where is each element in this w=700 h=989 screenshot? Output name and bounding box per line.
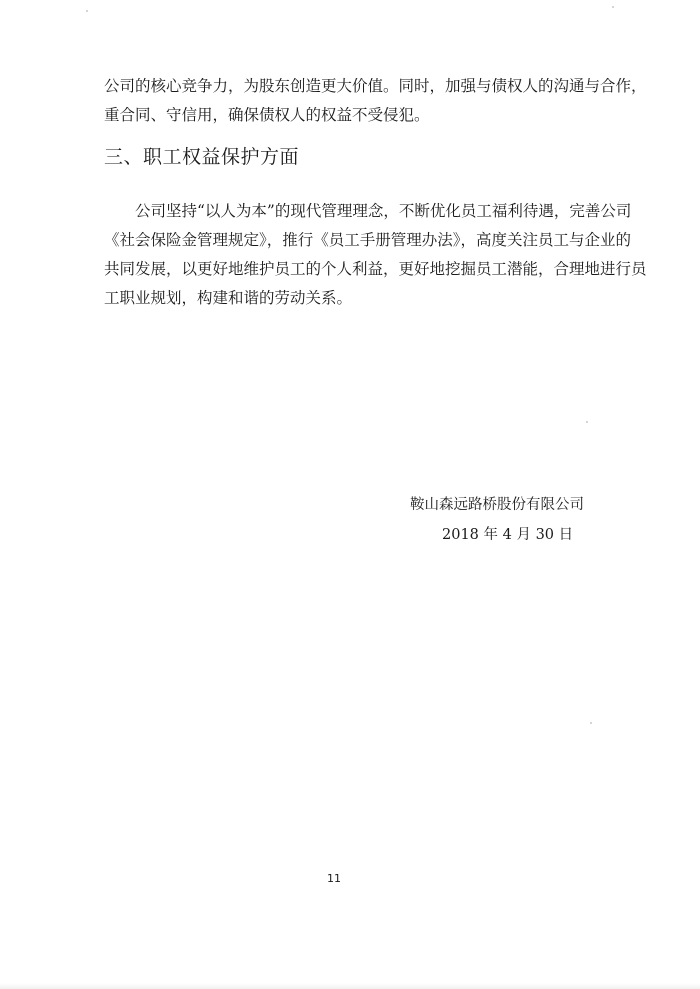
paragraph-line: 公司坚持“以人为本”的现代管理理念，不断优化员工福利待遇，完善公司 [135,202,632,220]
section-heading: 三、职工权益保护方面 [104,146,300,168]
paragraph-line: 重合同、守信用，确保债权人的权益不受侵犯。 [104,106,430,124]
paragraph-employee-rights [104,197,647,313]
scan-speck [612,6,614,8]
paragraph-shareholder-creditor [104,72,647,130]
scan-speck [586,421,588,423]
paragraph-line: 《社会保险金管理规定》，推行《员工手册管理办法》，高度关注员工与企业的 [104,231,632,249]
paragraph-line: 工职业规划，构建和谐的劳动关系。 [104,289,353,307]
scan-edge-shadow [0,983,700,989]
page-number: 11 [327,872,341,885]
scan-speck [86,10,88,12]
signature-block [410,490,590,550]
signature-date: 2018 年 4 月 30 日 [442,527,574,543]
scan-speck [590,722,592,724]
paragraph-line: 公司的核心竞争力，为股东创造更大价值。同时，加强与债权人的沟通与合作， [104,77,647,95]
signature-company: 鞍山森远路桥股份有限公司 [410,497,584,513]
paragraph-line: 共同发展，以更好地维护员工的个人利益，更好地挖掘员工潜能，合理地进行员 [104,260,647,278]
